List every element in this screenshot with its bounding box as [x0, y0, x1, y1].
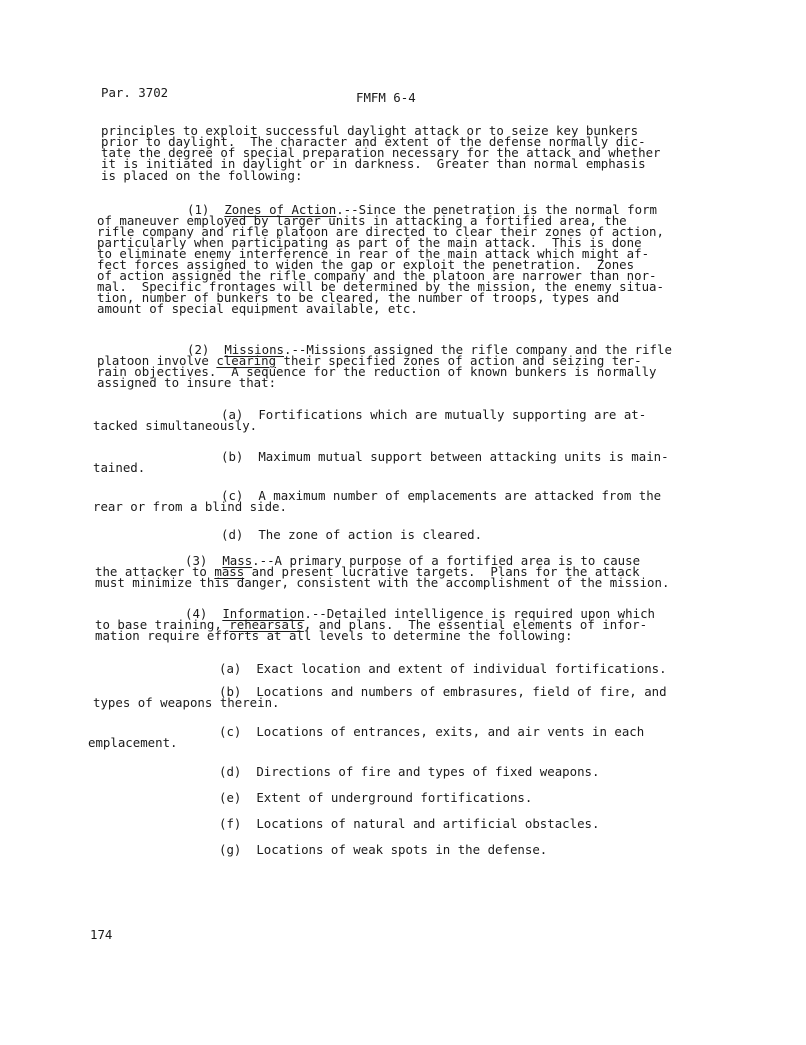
- list-item-4e: [219, 792, 532, 803]
- paragraph-line: of action assigned the rifle company and the platoon are narrower than nor-: [97, 268, 657, 283]
- list-item-4f: [219, 818, 599, 829]
- item-label: (a): [221, 407, 244, 422]
- paragraph-number: (3): [185, 553, 208, 568]
- item-label: (c): [219, 724, 242, 739]
- item-label: (f): [219, 816, 242, 831]
- item-text: Directions of fire and types of fixed weapons.: [256, 764, 600, 779]
- item-label: (c): [221, 488, 244, 503]
- item-label: (g): [219, 842, 242, 857]
- paragraph-line: tion, number of bunkers to be cleared, the number of troops, types and: [97, 290, 620, 305]
- paragraph-text: .--Missions assigned the rifle company and the rifle: [284, 342, 672, 357]
- line-text: , and plans. The essential elements of infor-: [303, 617, 648, 632]
- paragraph-number: (4): [185, 606, 208, 621]
- item-text: The zone of action is cleared.: [258, 527, 483, 542]
- line-text: the attacker to: [95, 564, 215, 579]
- paragraph-title: Zones of Action: [224, 202, 337, 217]
- paragraph-line: of maneuver employed by larger units in attacking a fortified area, the: [97, 213, 627, 228]
- intro-line: it is initiated in daylight or in darkness. Greater than normal emphasis: [101, 156, 646, 171]
- intro-line: is placed on the following:: [101, 168, 303, 183]
- item-text: Locations of entrances, exits, and air vents in each: [256, 724, 645, 739]
- list-item-continuation: tacked simultaneously.: [93, 418, 258, 433]
- line-text: and present lucrative targets. Plans for the attack: [244, 564, 640, 579]
- underlined-word: clearing: [216, 353, 277, 368]
- paragraph-number: (1): [187, 202, 210, 217]
- list-item-2c: [221, 490, 661, 501]
- header-manual-id: FMFM 6-4: [356, 90, 416, 105]
- item-label: (b): [219, 684, 242, 699]
- item-text: Maximum mutual support between attacking units is main-: [258, 449, 669, 464]
- list-item-2a: [221, 409, 646, 420]
- list-item-2b: [221, 451, 669, 462]
- paragraph-line: amount of special equipment available, etc.: [97, 301, 418, 316]
- underlined-word: rehearsals: [229, 617, 304, 632]
- paragraph-line: mation require efforts at all levels to determine the following:: [95, 628, 573, 643]
- paragraph-title: Information: [222, 606, 305, 621]
- item-label: (b): [221, 449, 244, 464]
- item-text: Locations of natural and artificial obstacles.: [256, 816, 600, 831]
- paragraph-text: .--Detailed intelligence is required upon which: [304, 606, 655, 621]
- paragraph-title: Missions: [224, 342, 284, 357]
- list-item-4g: [219, 844, 547, 855]
- item-text: A maximum number of emplacements are attacked from the: [258, 488, 662, 503]
- item-label: (d): [221, 527, 244, 542]
- line-text: to base training,: [95, 617, 230, 632]
- paragraph-line: must minimize this danger, consistent with the accomplishment of the mission.: [95, 575, 670, 590]
- underlined-word: mass: [214, 564, 245, 579]
- list-item-continuation: types of weapons therein.: [93, 695, 280, 710]
- paragraph-line: rain objectives. A sequence for the reduction of known bunkers is normally: [97, 364, 657, 379]
- list-item-4c: [219, 726, 644, 737]
- paragraph-title: Mass: [222, 553, 253, 568]
- list-item-continuation: rear or from a blind side.: [93, 499, 287, 514]
- item-label: (d): [219, 764, 242, 779]
- line-text: platoon involve: [97, 353, 217, 368]
- item-text: Fortifications which are mutually supporting are at-: [258, 407, 647, 422]
- intro-line: prior to daylight. The character and extent of the defense normally dic-: [101, 134, 646, 149]
- list-item-2d: [221, 529, 482, 540]
- header-paragraph-ref: Par. 3702: [101, 85, 169, 100]
- page-number: 174: [90, 927, 113, 942]
- intro-line: tate the degree of special preparation necessary for the attack and whether: [101, 145, 661, 160]
- item-text: Locations and numbers of embrasures, field of fire, and: [256, 684, 667, 699]
- paragraph-line: mal. Specific frontages will be determined by the mission, the enemy situa-: [97, 279, 664, 294]
- list-item-4b: [219, 686, 667, 697]
- paragraph-text: .--Since the penetration is the normal form: [336, 202, 657, 217]
- list-item-4a: [219, 663, 667, 674]
- item-text: Extent of underground fortifications.: [256, 790, 533, 805]
- item-label: (e): [219, 790, 242, 805]
- paragraph-line: assigned to insure that:: [97, 375, 277, 390]
- item-text: Exact location and extent of individual fortifications.: [256, 661, 667, 676]
- list-item-4d: [219, 766, 599, 777]
- paragraph-line: rifle company and rifle platoon are directed to clear their zones of action,: [97, 224, 664, 239]
- paragraph-line: particularly when participating as part of the main attack. This is done: [97, 235, 642, 250]
- intro-line: principles to exploit successful daylight attack or to seize key bunkers: [101, 123, 639, 138]
- item-text: Locations of weak spots in the defense.: [256, 842, 548, 857]
- paragraph-line: fect forces assigned to widen the gap or exploit the penetration. Zones: [97, 257, 635, 272]
- list-item-continuation: emplacement.: [88, 735, 178, 750]
- line-text: their specified zones of action and seizing ter-: [276, 353, 642, 368]
- item-label: (a): [219, 661, 242, 676]
- paragraph-line: to eliminate enemy interference in rear of the main attack which might af-: [97, 246, 650, 261]
- list-item-continuation: tained.: [93, 460, 146, 475]
- paragraph-text: .--A primary purpose of a fortified area is to cause: [252, 553, 641, 568]
- paragraph-number: (2): [187, 342, 210, 357]
